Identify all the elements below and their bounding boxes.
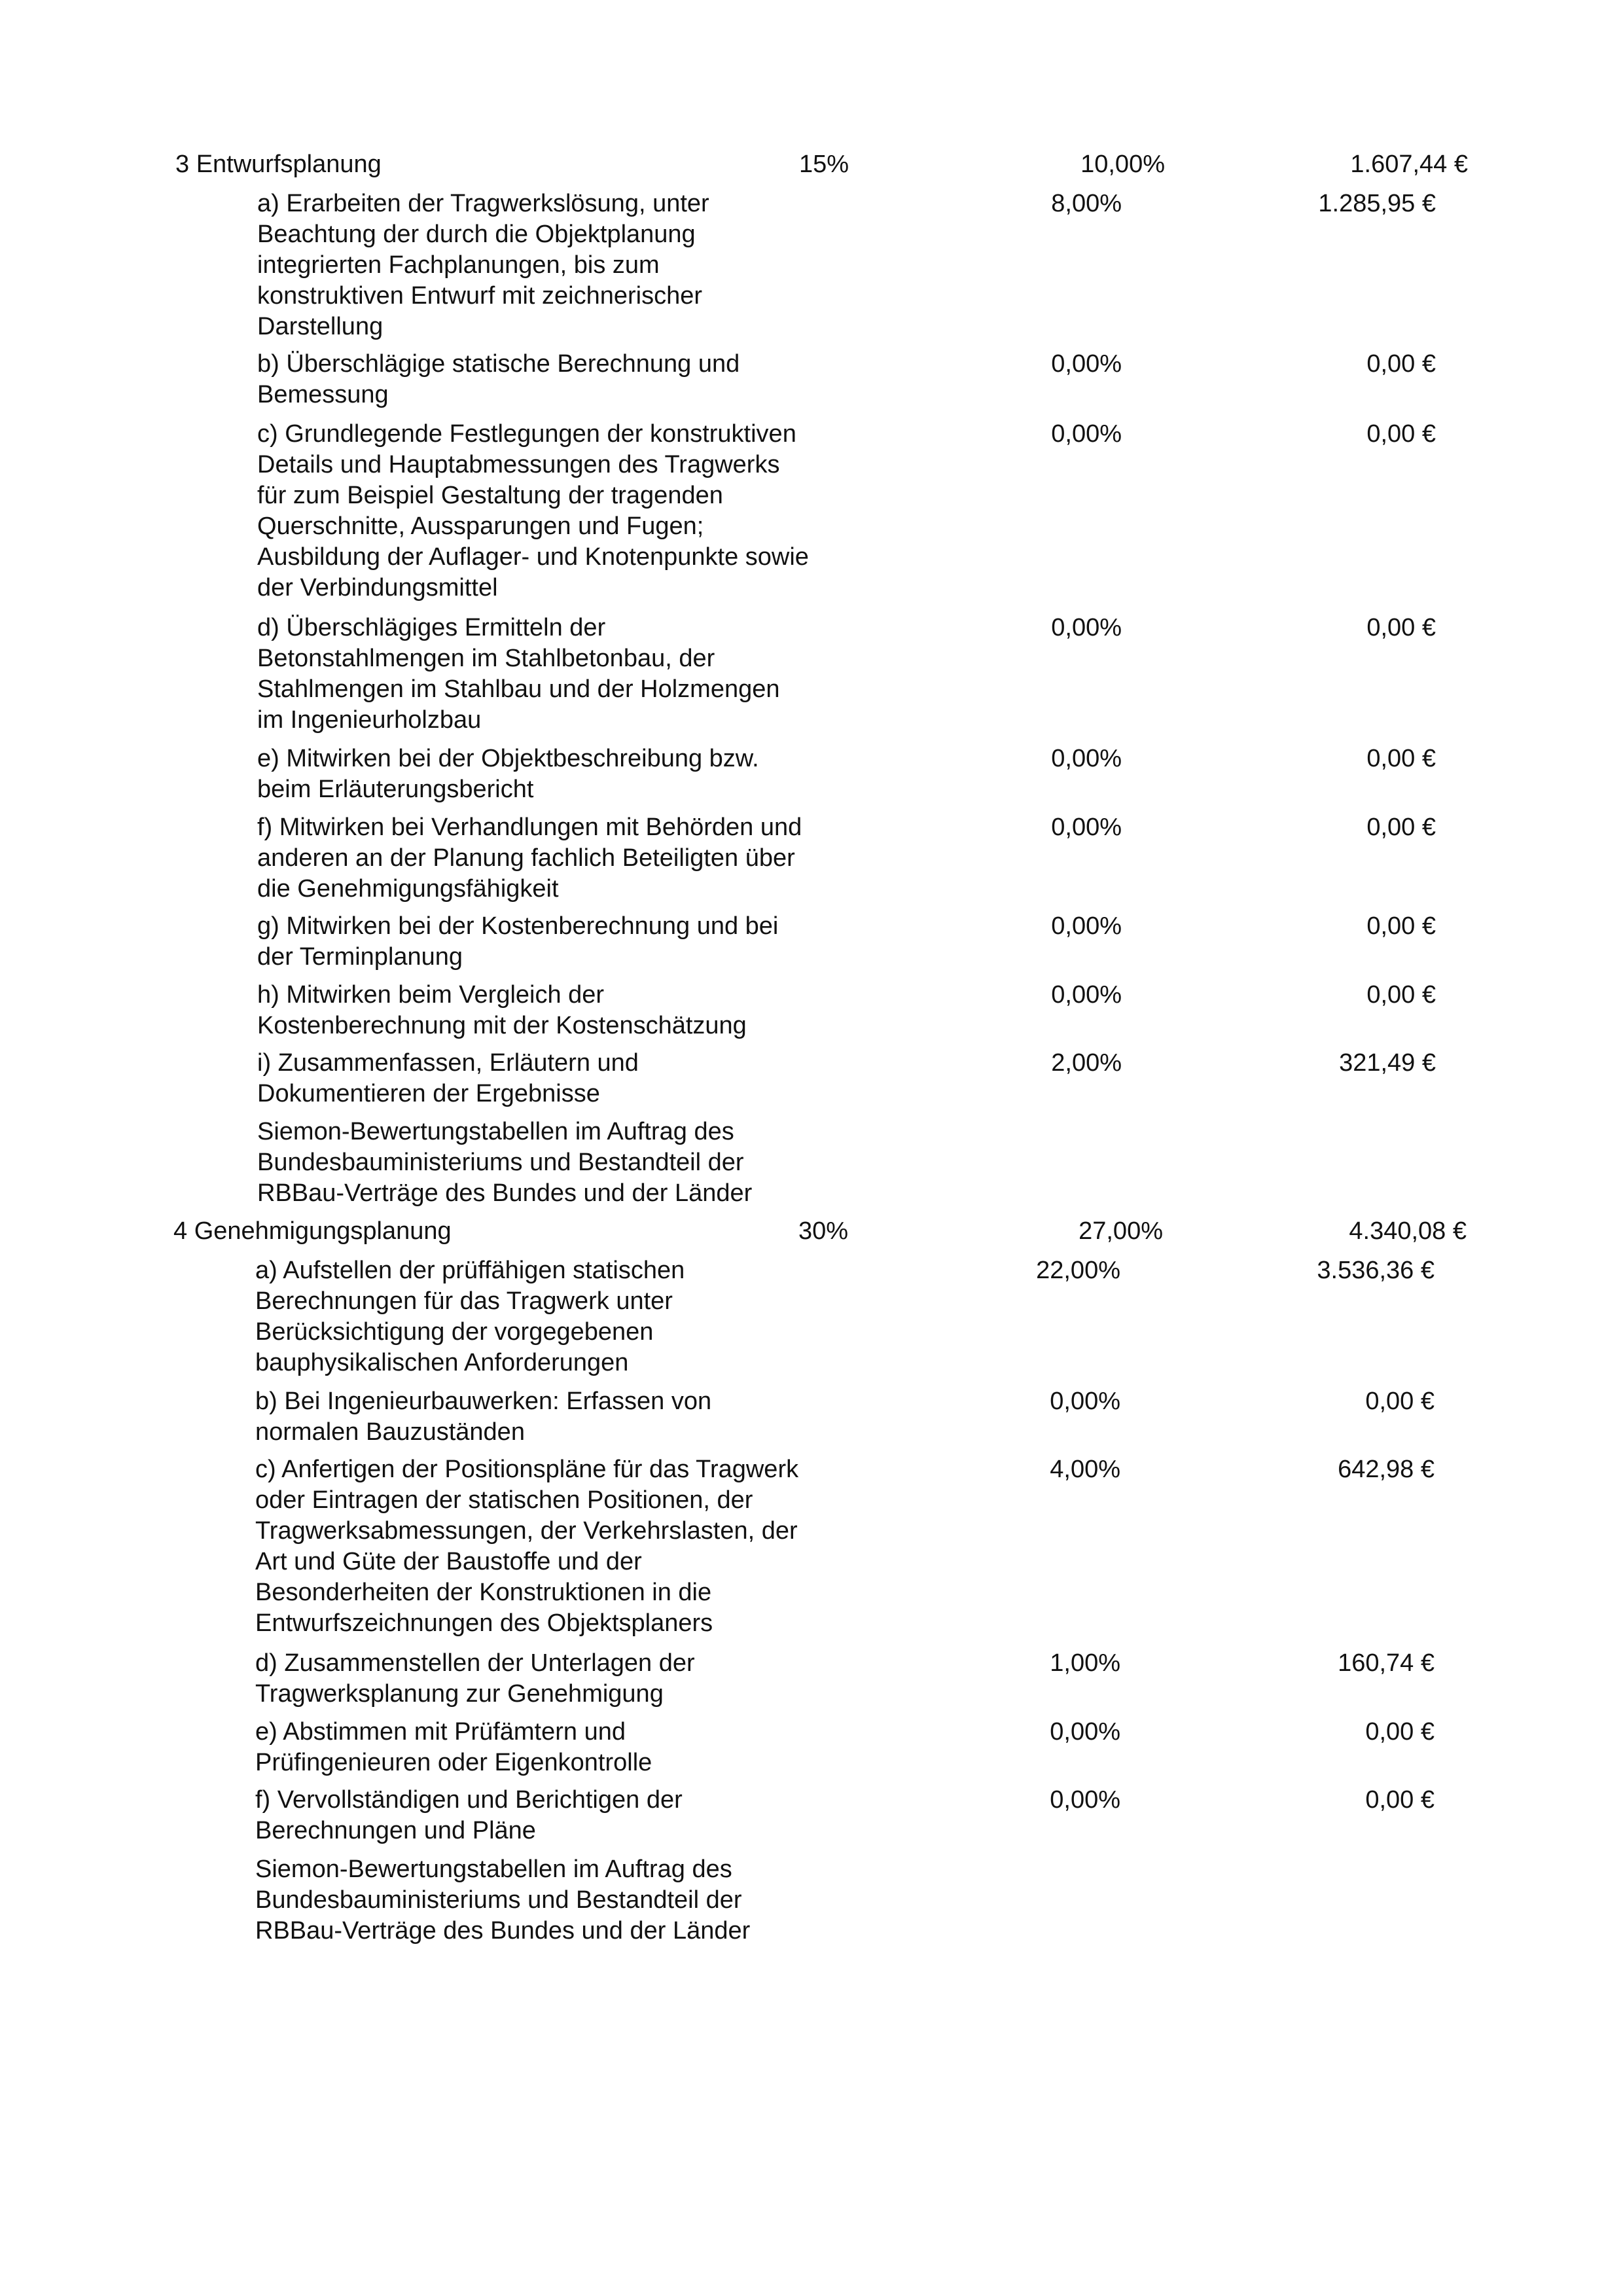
item-amount: 642,98 € bbox=[1338, 1456, 1435, 1483]
item-description: d) Überschlägiges Ermitteln der Betonstahlmengen im Stahlbetonbau, der Stahlmengen im Stahlbau und der Holzmengen im Ingenieurholzbau bbox=[257, 614, 780, 734]
item-description: b) Überschlägige statische Berechnung und Bemessung bbox=[257, 350, 740, 408]
phase-amount: 4.340,08 € bbox=[1349, 1217, 1467, 1245]
item-description: d) Zusammenstellen der Unterlagen der Tragwerksplanung zur Genehmigung bbox=[255, 1649, 695, 1708]
source-note: Siemon-Bewertungstabellen im Auftrag des Bundesbauministeriums und Bestandteil der RBBau-Verträge des Bundes und der Länder bbox=[257, 1118, 753, 1207]
item-percent: 0,00% bbox=[1051, 420, 1122, 448]
item-description: b) Bei Ingenieurbauwerken: Erfassen von normalen Bauzuständen bbox=[255, 1388, 712, 1446]
item-amount: 3.536,36 € bbox=[1317, 1257, 1435, 1284]
item-amount: 0,00 € bbox=[1366, 420, 1436, 448]
item-amount: 0,00 € bbox=[1366, 745, 1436, 772]
item-percent: 0,00% bbox=[1051, 350, 1122, 378]
item-percent: 0,00% bbox=[1051, 814, 1122, 841]
phase-label: 4 Genehmigungsplanung bbox=[173, 1217, 452, 1245]
phase-percent: 10,00% bbox=[1080, 151, 1165, 178]
item-amount: 0,00 € bbox=[1365, 1388, 1435, 1415]
item-amount: 0,00 € bbox=[1365, 1718, 1435, 1746]
item-percent: 0,00% bbox=[1050, 1718, 1120, 1746]
item-description: c) Grundlegende Festlegungen der konstruktiven Details und Hauptabmessungen des Tragwerks für zum Beispiel Gestaltung der tragenden Querschnitte, Aussparungen und Fugen; Ausbildung der Auflager- und Knotenpunkte sowie der Verbindungsmittel bbox=[257, 420, 809, 601]
source-note: Siemon-Bewertungstabellen im Auftrag des Bundesbauministeriums und Bestandteil der RBBau-Verträge des Bundes und der Länder bbox=[255, 1856, 751, 1945]
phase-share: 15% bbox=[799, 151, 849, 178]
item-description: a) Erarbeiten der Tragwerkslösung, unter Beachtung der durch die Objektplanung integrierten Fachplanungen, bis zum konstruktiven Entwurf mit zeichnerischer Darstellung bbox=[257, 190, 709, 340]
item-description: h) Mitwirken beim Vergleich der Kostenberechnung mit der Kostenschätzung bbox=[257, 981, 747, 1039]
phase-percent: 27,00% bbox=[1079, 1217, 1163, 1245]
item-percent: 0,00% bbox=[1050, 1388, 1120, 1415]
item-percent: 0,00% bbox=[1051, 981, 1122, 1009]
item-percent: 0,00% bbox=[1051, 745, 1122, 772]
item-amount: 160,74 € bbox=[1338, 1649, 1435, 1677]
item-percent: 22,00% bbox=[1036, 1257, 1120, 1284]
item-percent: 0,00% bbox=[1051, 912, 1122, 940]
item-amount: 0,00 € bbox=[1366, 912, 1436, 940]
item-percent: 4,00% bbox=[1050, 1456, 1120, 1483]
item-amount: 0,00 € bbox=[1366, 614, 1436, 641]
item-percent: 1,00% bbox=[1050, 1649, 1120, 1677]
item-amount: 0,00 € bbox=[1366, 350, 1436, 378]
item-amount: 0,00 € bbox=[1366, 814, 1436, 841]
item-amount: 0,00 € bbox=[1366, 981, 1436, 1009]
item-percent: 0,00% bbox=[1051, 614, 1122, 641]
phase-label: 3 Entwurfsplanung bbox=[175, 151, 382, 178]
item-description: f) Vervollständigen und Berichtigen der Berechnungen und Pläne bbox=[255, 1786, 683, 1844]
item-description: c) Anfertigen der Positionspläne für das Tragwerk oder Eintragen der statischen Positionen, der Tragwerksabmessungen, der Verkehrslasten, der Art und Güte der Baustoffe und der Besonderheiten der Konstruktionen in die Entwurfszeichnungen des Objektsplaners bbox=[255, 1456, 799, 1637]
item-description: a) Aufstellen der prüffähigen statischen Berechnungen für das Tragwerk unter Berücksichtigung der vorgegebenen bauphysikalischen Anforderungen bbox=[255, 1257, 685, 1376]
item-amount: 0,00 € bbox=[1365, 1786, 1435, 1814]
phase-share: 30% bbox=[798, 1217, 849, 1245]
phase-amount: 1.607,44 € bbox=[1350, 151, 1468, 178]
item-percent: 8,00% bbox=[1051, 190, 1122, 217]
item-description: e) Mitwirken bei der Objektbeschreibung bzw. beim Erläuterungsbericht bbox=[257, 745, 759, 803]
item-percent: 2,00% bbox=[1051, 1049, 1122, 1077]
item-description: i) Zusammenfassen, Erläutern und Dokumentieren der Ergebnisse bbox=[257, 1049, 639, 1107]
item-description: g) Mitwirken bei der Kostenberechnung und bei der Terminplanung bbox=[257, 912, 779, 971]
item-description: f) Mitwirken bei Verhandlungen mit Behörden und anderen an der Planung fachlich Beteiligten über die Genehmigungsfähigkeit bbox=[257, 814, 802, 903]
item-percent: 0,00% bbox=[1050, 1786, 1120, 1814]
item-amount: 1.285,95 € bbox=[1318, 190, 1436, 217]
item-amount: 321,49 € bbox=[1339, 1049, 1436, 1077]
item-description: e) Abstimmen mit Prüfämtern und Prüfingenieuren oder Eigenkontrolle bbox=[255, 1718, 652, 1776]
